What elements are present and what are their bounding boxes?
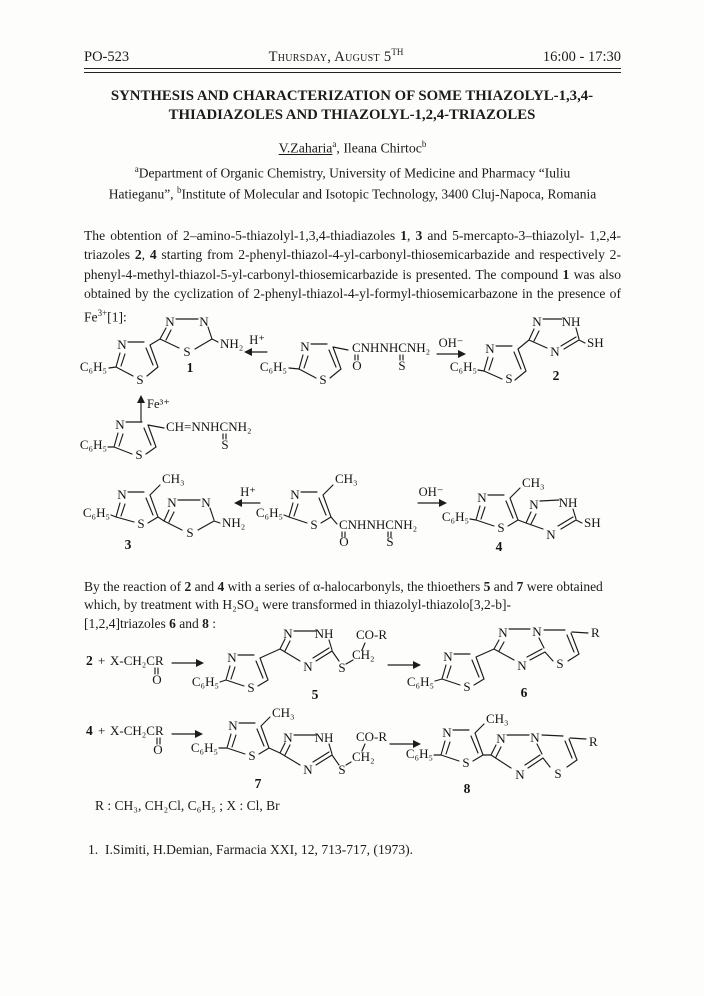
plus-sign: + <box>98 653 106 668</box>
phenyl-label: C₆H₅ <box>82 505 110 520</box>
structure-compound-1 <box>80 314 243 387</box>
compound-ref: 4 <box>149 247 157 263</box>
methyl-group-label: CH₃ <box>272 705 295 720</box>
methylene-label: CH₂ <box>352 749 375 764</box>
affiliation-line2-post: Institute of Molecular and Isotopic Technology, 3400 Cluj-Napoca, Romania <box>181 186 597 202</box>
atom-label-s: S <box>319 372 327 387</box>
compound-ref: 8 <box>202 615 209 631</box>
atom-label-s: S <box>221 437 229 452</box>
atom-label-s: S <box>186 525 194 540</box>
atom-label-n: N <box>283 730 293 745</box>
thioether-s-label: S <box>338 660 346 675</box>
scheme-2 <box>78 465 663 560</box>
compound-5-number: 5 <box>311 687 319 702</box>
atom-label-n: N <box>283 626 293 641</box>
phenyl-label: C₆H₅ <box>255 505 283 520</box>
atom-label-n: N <box>117 487 127 502</box>
phenyl-label: C₆H₅ <box>79 437 107 452</box>
p2-text: with a series of α-halocarbonyls, the thioethers <box>224 578 484 594</box>
p1-text: , <box>141 247 150 263</box>
thiol-group-label: SH <box>587 335 604 350</box>
structure-thiosemicarbazide-1 <box>260 339 430 387</box>
structure-compound-6 <box>407 624 600 700</box>
structure-compound-2 <box>450 314 604 386</box>
compound-3-number: 3 <box>124 537 132 552</box>
phenyl-label: C₆H₅ <box>191 674 219 689</box>
session-date-ordinal: TH <box>391 47 404 57</box>
atom-label-s: S <box>497 520 505 535</box>
phenyl-label: C₆H₅ <box>79 359 107 374</box>
atom-label-n: N <box>546 527 556 542</box>
halocarbonyl-formula: X-CH₂CR <box>110 723 164 738</box>
amino-group-label: NH₂ <box>222 515 246 530</box>
compound-ref: 2 <box>134 247 142 263</box>
amino-group-label: NH₂ <box>220 336 244 351</box>
atom-label-s: S <box>310 517 318 532</box>
thiosemicarbazone-chain: CH=NNHCNH₂ <box>166 419 252 434</box>
atom-label-n: N <box>300 339 310 354</box>
phenyl-label: C₆H₅ <box>190 740 218 755</box>
compound-ref: 4 <box>217 578 225 594</box>
atom-label-n: N <box>290 487 300 502</box>
methyl-group-label: CH₃ <box>522 475 545 490</box>
atom-label-s: S <box>505 371 513 386</box>
affiliation-mark-b: b <box>176 185 182 196</box>
atom-label-n: N <box>517 658 527 673</box>
atom-label-s: S <box>554 766 562 781</box>
reagent-oh-minus: OH⁻ <box>438 336 464 350</box>
p1-text: was also obtained by the cyclization of 2-phenyl-thiazol-4-yl-formyl-thiosemicarbazone in the presence of Fe <box>84 266 621 325</box>
p2-text: which, by treatment with H₂SO₄ were transformed in thiazolyl-thiazolo[3,2-b]- <box>84 597 512 612</box>
session-date-text: Thursday, August 5 <box>268 48 392 65</box>
title-line-1: SYNTHESIS AND CHARACTERIZATION OF SOME THIAZOLYL-1,3,4- <box>110 88 594 104</box>
compound-7-number: 7 <box>254 776 262 791</box>
r-group-label: R <box>589 734 598 749</box>
methyl-group-label: CH₃ <box>162 471 185 486</box>
thiosemicarbazide-chain: CNHNHCNH₂ <box>339 517 418 532</box>
author-1: V.Zaharia <box>278 140 333 156</box>
reaction-arrow <box>388 661 421 669</box>
r-group-label: R <box>591 625 600 640</box>
phenyl-label: C₆H₅ <box>405 746 433 761</box>
compound-ref: 6 <box>169 615 176 631</box>
reaction-arrow-hplus <box>234 485 260 507</box>
structure-compound-4 <box>442 475 601 554</box>
scheme-4 <box>78 706 663 798</box>
p1-text: The obtention of 2–amino-5-thiazolyl-1,3,4-thiadiazoles <box>84 227 401 243</box>
atom-label-n: N <box>303 659 313 674</box>
methyl-group-label: CH₃ <box>486 711 509 726</box>
compound-8-number: 8 <box>463 781 471 796</box>
author-1-affmark: a <box>332 139 337 149</box>
atom-label-s: S <box>398 358 406 373</box>
bond-lines <box>434 724 586 768</box>
atom-label-n: N <box>550 344 560 359</box>
reaction-arrow-ohminus <box>437 336 466 358</box>
paper-title <box>72 87 632 124</box>
reaction-arrow-fe3 <box>137 395 170 421</box>
atom-label-n: N <box>165 314 175 329</box>
atom-label-nh: NH <box>558 495 578 510</box>
reagent-equation-2 <box>86 653 164 687</box>
compound-6-number: 6 <box>520 685 528 700</box>
atom-label-nh: NH <box>314 626 334 641</box>
compound-2-number: 2 <box>552 368 560 383</box>
compound-ref: 1 <box>562 266 570 282</box>
atom-label-o: O <box>339 534 349 549</box>
p2-text: : <box>208 615 216 631</box>
atom-label-o: O <box>152 672 162 687</box>
session-date <box>269 47 404 66</box>
atom-label-s: S <box>135 447 143 462</box>
author-2: Ileana Chirtoc <box>343 140 422 156</box>
compound-ref: 1 <box>400 227 408 243</box>
halocarbonyl-formula: X-CH₂CR <box>110 653 164 668</box>
acyl-label: CO-R <box>356 729 388 744</box>
methylene-label: CH₂ <box>352 647 375 662</box>
substituent-legend: R : CH₃, CH₂Cl, C₆H₅ ; X : Cl, Br <box>95 798 280 813</box>
atom-label-s: S <box>183 344 191 359</box>
atom-label-s: S <box>386 534 394 549</box>
atom-label-n: N <box>199 314 209 329</box>
scheme-1 <box>78 300 663 465</box>
scheme-3 <box>78 615 663 708</box>
reference-number: 1. <box>88 842 99 857</box>
session-time: 16:00 - 17:30 <box>542 48 621 65</box>
thiosemicarbazide-chain: CNHNHCNH₂ <box>352 340 431 355</box>
atom-label-s: S <box>556 656 564 671</box>
compound-ref: 2 <box>184 578 192 594</box>
reference-text: I.Simiti, H.Demian, Farmacia XXI, 12, 713-717, (1973). <box>105 842 414 857</box>
phenyl-label: C₆H₅ <box>449 359 477 374</box>
atom-label-n: N <box>442 725 452 740</box>
affiliation-mark-a: a <box>134 164 139 174</box>
acyl-label: CO-R <box>356 627 388 642</box>
reagent-h-plus: H⁺ <box>240 485 256 499</box>
p2-text: and <box>490 578 517 594</box>
bond-lines <box>435 629 588 685</box>
atom-label-s: S <box>247 680 255 695</box>
plus-sign: + <box>98 723 106 738</box>
atom-label-n: N <box>303 762 313 777</box>
compound-4-number: 4 <box>495 539 503 554</box>
atom-label-n: N <box>477 490 487 505</box>
bridgehead-n-label: N <box>530 730 540 745</box>
p2-text: and <box>191 578 218 594</box>
atom-label-n: N <box>117 337 127 352</box>
bridgehead-n-label: N <box>532 624 542 639</box>
atom-label-s: S <box>136 372 144 387</box>
compound-1-number: 1 <box>186 360 194 375</box>
atom-label-n: N <box>227 650 237 665</box>
thioether-s-label: S <box>338 762 346 777</box>
author-separator: , <box>336 140 344 156</box>
atom-label-n: N <box>515 767 525 782</box>
affiliation-line2-pre: Hatieganu”, <box>108 186 177 202</box>
p2-text: were obtained <box>523 578 603 594</box>
structure-compound-3 <box>83 471 245 552</box>
atom-label-s: S <box>463 679 471 694</box>
atom-label-n: N <box>529 497 539 512</box>
reagent-fe3-plus: Fe³⁺ <box>147 397 170 411</box>
atom-label-nh: NH <box>561 314 581 329</box>
p2-text: and <box>175 615 203 631</box>
reaction-arrow <box>172 659 204 667</box>
p1-text: and 5-mercapto-3–thiazolyl- 1,2,4-triazoles <box>84 227 621 263</box>
affiliation <box>84 161 621 204</box>
reagent-h-plus: H⁺ <box>249 333 265 347</box>
affiliation-line1: Department of Organic Chemistry, University of Medicine and Pharmacy “Iuliu <box>138 165 571 181</box>
atom-label-n: N <box>498 625 508 640</box>
atom-label-o: O <box>153 742 163 757</box>
reaction-arrow <box>172 730 203 738</box>
phenyl-label: C₆H₅ <box>259 359 287 374</box>
atom-label-s: S <box>462 755 470 770</box>
atom-label-s: S <box>137 516 145 531</box>
structure-compound-8 <box>406 711 598 796</box>
title-line-2: THIADIAZOLES AND THIAZOLYL-1,2,4-TRIAZOLES <box>168 106 536 123</box>
author-2-affmark: b <box>421 139 427 149</box>
paper-code: PO-523 <box>84 48 130 65</box>
compound-2-ref: 2 <box>86 653 93 668</box>
methyl-group-label: CH₃ <box>335 471 358 486</box>
structure-thiosemicarbazone <box>80 417 252 462</box>
thiol-group-label: SH <box>584 515 601 530</box>
reagent-oh-minus: OH⁻ <box>418 485 444 499</box>
p2-text: By the reaction of <box>84 578 185 594</box>
reference-line <box>88 842 413 858</box>
p2-text: [1,2,4]triazoles <box>84 615 170 631</box>
p1-text: , <box>407 227 416 243</box>
atom-label-n: N <box>201 495 211 510</box>
atom-label-n: N <box>496 731 506 746</box>
reagent-equation-4 <box>86 723 164 757</box>
compound-ref: 5 <box>483 578 491 594</box>
atom-label-n: N <box>228 718 238 733</box>
p1-text: [1]: <box>107 309 127 325</box>
atom-label-n: N <box>443 649 453 664</box>
reaction-arrow-hplus <box>244 333 267 356</box>
atom-label-n: N <box>485 341 495 356</box>
atom-label-s: S <box>248 748 256 763</box>
atom-label-o: O <box>352 358 362 373</box>
atom-label-n: N <box>115 417 125 432</box>
structure-compound-5 <box>192 626 388 702</box>
phenyl-label: C₆H₅ <box>406 674 434 689</box>
reaction-arrow-ohminus <box>418 485 447 507</box>
compound-4-ref: 4 <box>86 723 93 738</box>
fe3-superscript: 3+ <box>97 307 108 318</box>
compound-ref: 3 <box>415 227 423 243</box>
atom-label-nh: NH <box>314 730 334 745</box>
session-header <box>84 47 621 66</box>
structure-thiosemicarbazide-2 <box>256 471 417 549</box>
compound-ref: 7 <box>516 578 524 594</box>
p1-text: starting from 2-phenyl-thiazol-4-yl-carbonyl-thiosemicarbazide and respectively 2-phenyl-4-methyl-thiazol-5-yl-carbonyl-thiosemicarbazide is presented. The compound <box>84 247 621 282</box>
phenyl-label: C₆H₅ <box>441 509 469 524</box>
atom-label-n: N <box>532 314 542 329</box>
header-rule <box>84 68 621 73</box>
author-line <box>84 139 621 157</box>
atom-label-n: N <box>167 495 177 510</box>
structure-compound-7 <box>191 705 388 791</box>
